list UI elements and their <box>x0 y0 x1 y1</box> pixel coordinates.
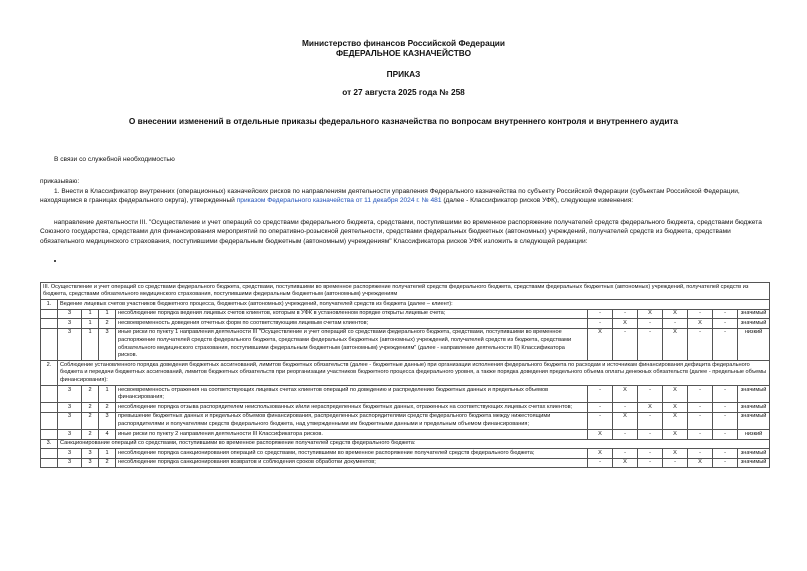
cell-b: 2 <box>82 386 99 403</box>
cell-a: 3 <box>58 449 82 459</box>
table-row <box>41 386 770 403</box>
risk-level: низкий <box>738 328 770 360</box>
cell-a: 3 <box>58 328 82 360</box>
mark: X <box>688 458 713 468</box>
agency-name: ФЕДЕРАЛЬНОЕ КАЗНАЧЕЙСТВО <box>335 48 472 58</box>
risk-classifier-table <box>40 282 770 468</box>
mark: - <box>713 458 738 468</box>
mark: - <box>688 386 713 403</box>
cell-c: 3 <box>99 328 116 360</box>
mark: - <box>613 309 638 319</box>
item-1-paragraph: 1. Внести в Классификатор внутренних (операционных) казначейских рисков по направлениям деятельности управления Федерального казначейства по субъекту Российской Федерации (субъектам Российской Федерации, находящимся в границах федерального округа), утвержденный приказом Федерального казначейства от 11 декабря 2024 г. № 481 (далее - Классификатор рисков УФК), следующие изменения: <box>40 188 740 205</box>
mark: - <box>638 328 663 360</box>
risk-text: несоблюдение порядка санкционирования возвратов и соблюдения сроков обработки документов; <box>116 458 588 468</box>
cell-a: 3 <box>58 412 82 429</box>
mark: - <box>688 412 713 429</box>
mark: - <box>638 430 663 440</box>
group-row <box>41 439 770 449</box>
item-2-paragraph: направление деятельности III. "Осуществление и учет операций со средствами федерального бюджета, средствами, поступившими во временное распоряжение получателей средств федерального бюджета, средствами бюджета Союзного государства, средствами для финансирования мероприятий по оперативно-розыскной деятельности, средствами федеральных бюджетных (автономных) учреждений, получателей средств из бюджета, средствами обязательного медицинского страхования, поступившими федеральным бюджетным (автономным) учреждениям" Классификатора рисков УФК изложить в следующей редакции: <box>40 219 762 245</box>
table-row <box>41 309 770 319</box>
mark: - <box>713 328 738 360</box>
cell-a: 3 <box>58 458 82 468</box>
cell-c: 2 <box>99 319 116 329</box>
mark: - <box>713 449 738 459</box>
mark: X <box>638 309 663 319</box>
mark: X <box>588 430 613 440</box>
mark: X <box>663 449 688 459</box>
table-row <box>41 328 770 360</box>
cell-c: 4 <box>99 430 116 440</box>
mark: - <box>688 403 713 413</box>
group-title: Ведение лицевых счетов участников бюджетного процесса, бюджетных (автономных) учреждений, получателей средств из бюджета (далее – клиент): <box>58 300 770 310</box>
risk-text: несвоевременность доведения отчетных форм по соответствующим лицевым счетам клиентов; <box>116 319 588 329</box>
document-type: ПРИКАЗ <box>386 69 421 79</box>
list-bullet <box>54 260 56 262</box>
risk-text: несоблюдение порядка отзыва распорядителем неиспользованных и/или нераспределенных бюджетных данных, отраженных на соответствующих лицевых счетах клиентов; <box>116 403 588 413</box>
risk-level: значимый <box>738 449 770 459</box>
mark: X <box>663 412 688 429</box>
mark: X <box>613 386 638 403</box>
cell-c: 1 <box>99 449 116 459</box>
mark: - <box>688 449 713 459</box>
risk-level: значимый <box>738 412 770 429</box>
section-header-row <box>41 283 770 300</box>
cell-b: 2 <box>82 430 99 440</box>
mark: X <box>588 328 613 360</box>
mark: - <box>638 319 663 329</box>
group-title: Санкционирование операций со средствами, поступившими во временное распоряжение получателей средств федерального бюджета: <box>58 439 770 449</box>
cell-b: 2 <box>82 412 99 429</box>
mark: - <box>713 319 738 329</box>
table-row <box>41 458 770 468</box>
mark: - <box>613 328 638 360</box>
mark: - <box>713 403 738 413</box>
mark: - <box>688 430 713 440</box>
table-row <box>41 412 770 429</box>
mark: - <box>663 319 688 329</box>
mark: - <box>688 328 713 360</box>
risk-text: несоблюдение порядка ведения лицевых счетов клиентов, которым в УФК в установленном порядке открыты лицевые счета; <box>116 309 588 319</box>
cell-a: 3 <box>58 319 82 329</box>
mark: X <box>588 449 613 459</box>
mark: X <box>688 319 713 329</box>
order-word: приказываю: <box>40 178 80 185</box>
cell-a: 3 <box>58 386 82 403</box>
cell-b: 1 <box>82 328 99 360</box>
mark: - <box>588 412 613 429</box>
mark: - <box>588 319 613 329</box>
cell-a: 3 <box>58 403 82 413</box>
group-number: 2. <box>41 361 58 386</box>
table-row <box>41 449 770 459</box>
cell-a: 3 <box>58 430 82 440</box>
mark: - <box>713 309 738 319</box>
group-number: 1. <box>41 300 58 310</box>
order-link[interactable]: приказом Федерального казначейства от 11 декабря 2024 г. № 481 <box>236 197 442 205</box>
mark: - <box>713 430 738 440</box>
table-row <box>41 319 770 329</box>
mark: - <box>663 458 688 468</box>
group-number: 3. <box>41 439 58 449</box>
cell-b: 3 <box>82 449 99 459</box>
risk-level: значимый <box>738 403 770 413</box>
mark: - <box>588 403 613 413</box>
mark: X <box>613 412 638 429</box>
group-row <box>41 300 770 310</box>
cell-b: 3 <box>82 458 99 468</box>
cell-c: 2 <box>99 403 116 413</box>
mark: X <box>663 430 688 440</box>
group-title: Соблюдение установленного порядка доведения бюджетных ассигнований, лимитов бюджетных обязательств (далее - бюджетные данные) при организации исполнения федерального бюджета по расходам и источникам финансирования дефицита федерального бюджета и передачи бюджетных ассигнований, лимитов бюджетных обязательств при реорганизации участников бюджетного процесса федерального уровня, а также порядка доведения предельного объема оплаты денежных обязательств (далее - предельные объемы финансирования): <box>58 361 770 386</box>
cell-b: 1 <box>82 309 99 319</box>
ministry-name: Министерство финансов Российской Федерации <box>301 38 506 48</box>
risk-text: иные риски по пункту 1 направления деятельности III "Осуществление и учет операций со средствами федерального бюджета, средствами, поступившими во временное распоряжение получателей средств федерального бюджета, средствами федеральных бюджетных (автономных) учреждений, получателей средств из бюджета, средствами обязательного медицинского страхования, поступившими федеральным бюджетным (автономным) учреждениям" (далее - направление деятельности III) Классификатора рисков. <box>116 328 588 360</box>
risk-text: несвоевременность отражения на соответствующих лицевых счетах клиентов операций по доведению и распределению бюджетных данных и предельных объемов финансирования; <box>116 386 588 403</box>
section-header: III. Осуществление и учет операций со средствами федерального бюджета, средствами, поступившими во временное распоряжение получателей средств федерального бюджета, средствами федеральных бюджетных (автономных) учреждений, получателей средств из бюджета, средствами обязательного медицинского страхования, поступившими федеральным бюджетным (автономным) учреждениям <box>41 283 770 300</box>
mark: X <box>613 458 638 468</box>
document-title: О внесении изменений в отдельные приказы федерального казначейства по вопросам внутреннего контроля и внутреннего аудита <box>128 116 679 126</box>
mark: - <box>613 449 638 459</box>
mark: - <box>588 458 613 468</box>
risk-level: значимый <box>738 458 770 468</box>
mark: - <box>688 309 713 319</box>
mark: X <box>663 309 688 319</box>
group-row <box>41 361 770 386</box>
cell-a: 3 <box>58 309 82 319</box>
risk-text: иные риски по пункту 2 направления деятельности III Классификатора рисков. <box>116 430 588 440</box>
risk-level: значимый <box>738 319 770 329</box>
mark: - <box>638 386 663 403</box>
mark: X <box>663 328 688 360</box>
mark: - <box>713 386 738 403</box>
mark: X <box>663 386 688 403</box>
mark: X <box>663 403 688 413</box>
risk-level: значимый <box>738 386 770 403</box>
risk-level: низкий <box>738 430 770 440</box>
mark: - <box>638 449 663 459</box>
mark: X <box>638 403 663 413</box>
cell-c: 2 <box>99 458 116 468</box>
mark: - <box>613 430 638 440</box>
mark: - <box>638 458 663 468</box>
mark: - <box>638 412 663 429</box>
risk-level: значимый <box>738 309 770 319</box>
table-row <box>41 403 770 413</box>
cell-c: 3 <box>99 412 116 429</box>
cell-b: 1 <box>82 319 99 329</box>
mark: - <box>588 309 613 319</box>
cell-b: 2 <box>82 403 99 413</box>
risk-text: несоблюдение порядка санкционирования операций со средствами, поступившими во временное распоряжение получателей средств федерального бюджета; <box>116 449 588 459</box>
table-row <box>41 430 770 440</box>
intro-text: В связи со служебной необходимостью <box>54 156 175 163</box>
mark: - <box>613 403 638 413</box>
mark: X <box>613 319 638 329</box>
mark: - <box>588 386 613 403</box>
cell-c: 1 <box>99 309 116 319</box>
mark: - <box>713 412 738 429</box>
risk-text: превышение бюджетных данных и предельных объемов финансирования, распределенных распорядителями средств федерального бюджета между нижестоящими распорядителями и получателями средств федерального бюджета, над утвержденными им бюджетными данными и предельным объемом финансирования; <box>116 412 588 429</box>
cell-c: 1 <box>99 386 116 403</box>
document-date-number: от 27 августа 2025 года № 258 <box>342 87 465 97</box>
